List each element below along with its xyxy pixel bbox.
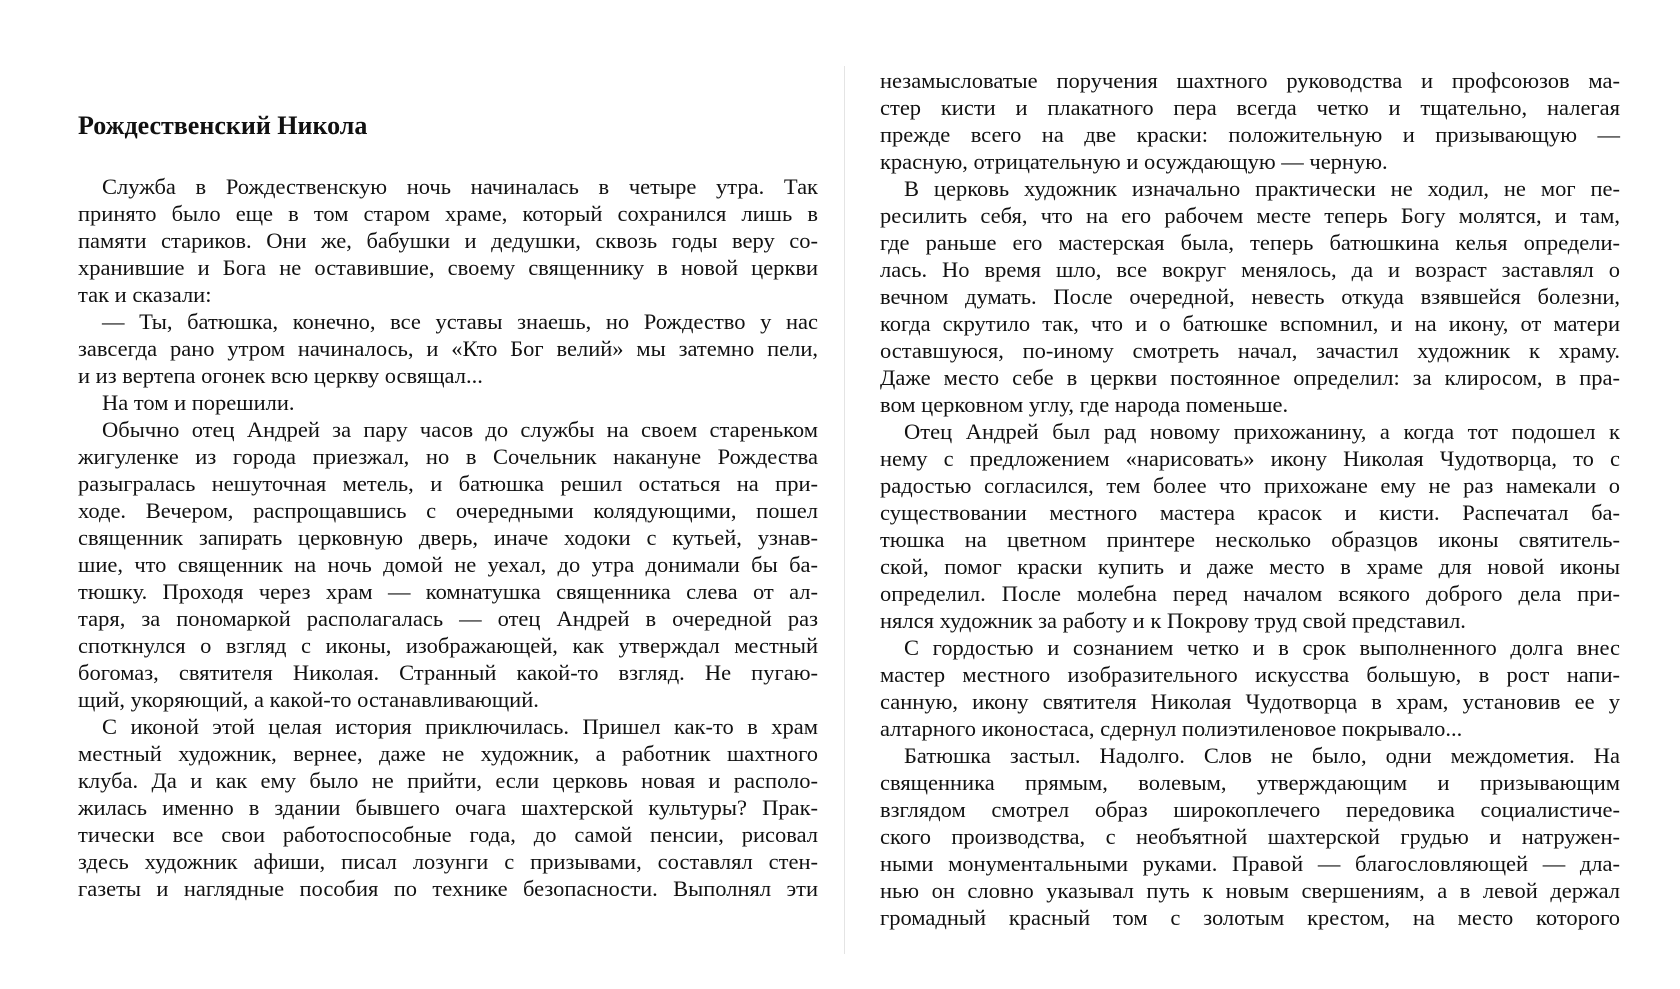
text-line: таря, за пономаркой располагалась — отец Андрей в очередной раз (78, 606, 818, 631)
text-line: тюшку. Проходя через храм — комнатушка священника слева от ал- (78, 579, 818, 604)
text-line: жилась именно в здании бывшего очага шахтерской культуры? Прак- (78, 795, 818, 820)
text-line: ской, помог краски купить и даже место в храме для новой иконы (880, 554, 1620, 579)
text-line: оставшуюся, по-иному смотреть начал, зачастил художник к храму. (880, 338, 1620, 363)
text-line: клуба. Да и как ему было не прийти, если церковь новая и располо- (78, 768, 818, 793)
text-line: нему с предложением «нарисовать» икону Николая Чудотворца, то с (880, 446, 1620, 471)
text-line: когда скрутило так, что и о батюшке вспомнил, и на икону, от матери (880, 311, 1620, 336)
text-line: — Ты, батюшка, конечно, все уставы знаешь, но Рождество у нас (102, 309, 818, 334)
text-line: богомаз, святителя Николая. Странный какой-то взгляд. Не пугаю- (78, 660, 818, 685)
text-line: шие, что священник на ночь домой не уехал, до утра донимали бы ба- (78, 552, 818, 577)
text-line: нью он словно указывал путь к новым свершениям, а в левой держал (880, 878, 1620, 903)
text-line: где раньше его мастерская была, теперь батюшкина келья определи- (880, 230, 1620, 255)
text-line: нялся художник за работу и к Покрову труд свой представил. (880, 608, 1466, 633)
text-line: лась. Но время шло, все вокруг менялось, да и возраст заставлял о (880, 257, 1620, 282)
text-line: принято было еще в том старом храме, который сохранился лишь в (78, 201, 818, 226)
text-line: стер кисти и плакатного пера всегда четко и тщательно, налегая (880, 95, 1620, 120)
text-line: споткнулся о взгляд с иконы, изображающей, как утверждал местный (78, 633, 818, 658)
text-line: так и сказали: (78, 282, 212, 307)
text-line: здесь художник афиши, писал лозунги с призывами, составлял стен- (78, 849, 818, 874)
right-page-text (880, 67, 1620, 931)
text-line: священника прямым, волевым, утверждающим и призывающим (880, 770, 1620, 795)
text-line: и из вертепа огонек всю церкву освящал... (78, 363, 483, 388)
text-line: хранившие и Бога не оставившие, своему священнику в новой церкви (78, 255, 818, 280)
page-divider (844, 66, 845, 954)
text-line: ресилить себя, что на его рабочем месте теперь Богу молятся, и там, (880, 203, 1620, 228)
text-line: Батюшка застыл. Надолго. Слов не было, одни междометия. На (904, 743, 1620, 768)
text-line: прежде всего на две краски: положительную и призывающую — (880, 122, 1620, 147)
text-line: В церковь художник изначально практически не ходил, не мог пе- (904, 176, 1620, 201)
text-line: определил. После молебна перед началом всякого доброго дела при- (880, 581, 1620, 606)
text-line: Обычно отец Андрей за пару часов до службы на своем стареньком (102, 417, 818, 442)
text-line: мастер местного изобразительного искусства большую, в рост напи- (880, 662, 1620, 687)
text-line: ными монументальными руками. Правой — благословляющей — дла- (880, 851, 1620, 876)
left-page (78, 0, 818, 989)
left-page-text (78, 173, 818, 902)
text-line: громадный красный том с золотым крестом, на место которого (880, 905, 1620, 930)
text-line: Служба в Рождественскую ночь начиналась в четыре утра. Так (102, 174, 818, 199)
text-line: священник запирать церковную дверь, иначе ходоки с кутьей, узнав- (78, 525, 818, 550)
text-line: завсегда рано утром начиналось, и «Кто Бог велий» мы затемно пели, (78, 336, 818, 361)
text-line: алтарного иконостаса, сдернул полиэтиленовое покрывало... (880, 716, 1463, 741)
text-line: Даже место себе в церкви постоянное определил: за клиросом, в пра- (880, 365, 1620, 390)
text-line: радостью согласился, тем более что прихожане ему не раз намекали о (880, 473, 1620, 498)
text-line: С иконой этой целая история приключилась. Пришел как-то в храм (102, 714, 818, 739)
text-line: ходе. Вечером, распрощавшись с очередными колядующими, пошел (78, 498, 818, 523)
text-line: вом церковном углу, где народа поменьше. (880, 392, 1289, 417)
text-line: жигуленке из города приезжал, но в Сочельник накануне Рождества (78, 444, 818, 469)
right-page (880, 0, 1620, 989)
text-line: существовании местного мастера красок и кисти. Распечатал ба- (880, 500, 1620, 525)
text-line: ского производства, с необъятной шахтерской грудью и натружен- (880, 824, 1620, 849)
text-line: На том и порешили. (102, 390, 295, 415)
text-line: разыгралась нешуточная метель, и батюшка решил остаться на при- (78, 471, 818, 496)
text-line: тюшка на цветном принтере несколько образцов иконы святитель- (880, 527, 1620, 552)
text-line: красную, отрицательную и осуждающую — черную. (880, 149, 1388, 174)
text-line: С гордостью и сознанием четко и в срок выполненного долга внес (904, 635, 1620, 660)
text-line: газеты и наглядные пособия по технике безопасности. Выполнял эти (78, 876, 818, 901)
text-line: Отец Андрей был рад новому прихожанину, а когда тот подошел к (904, 419, 1620, 444)
text-line: памяти стариков. Они же, бабушки и дедушки, сквозь годы веру со- (78, 228, 818, 253)
text-line: местный художник, вернее, даже не художник, а работник шахтного (78, 741, 818, 766)
text-line: незамысловатые поручения шахтного руководства и профсоюзов ма- (880, 68, 1620, 93)
text-line: вечном думать. После очередной, невесть откуда взявшейся болезни, (880, 284, 1620, 309)
text-line: тически все свои работоспособные года, до самой пенсии, рисовал (78, 822, 818, 847)
text-line: взглядом смотрел образ широкоплечего передовика социалистиче- (880, 797, 1620, 822)
chapter-title: Рождественский Никола (78, 111, 368, 140)
text-line: щий, укоряющий, а какой-то останавливающий. (78, 687, 539, 712)
text-line: санную, икону святителя Николая Чудотворца в храм, установив ее у (880, 689, 1620, 714)
